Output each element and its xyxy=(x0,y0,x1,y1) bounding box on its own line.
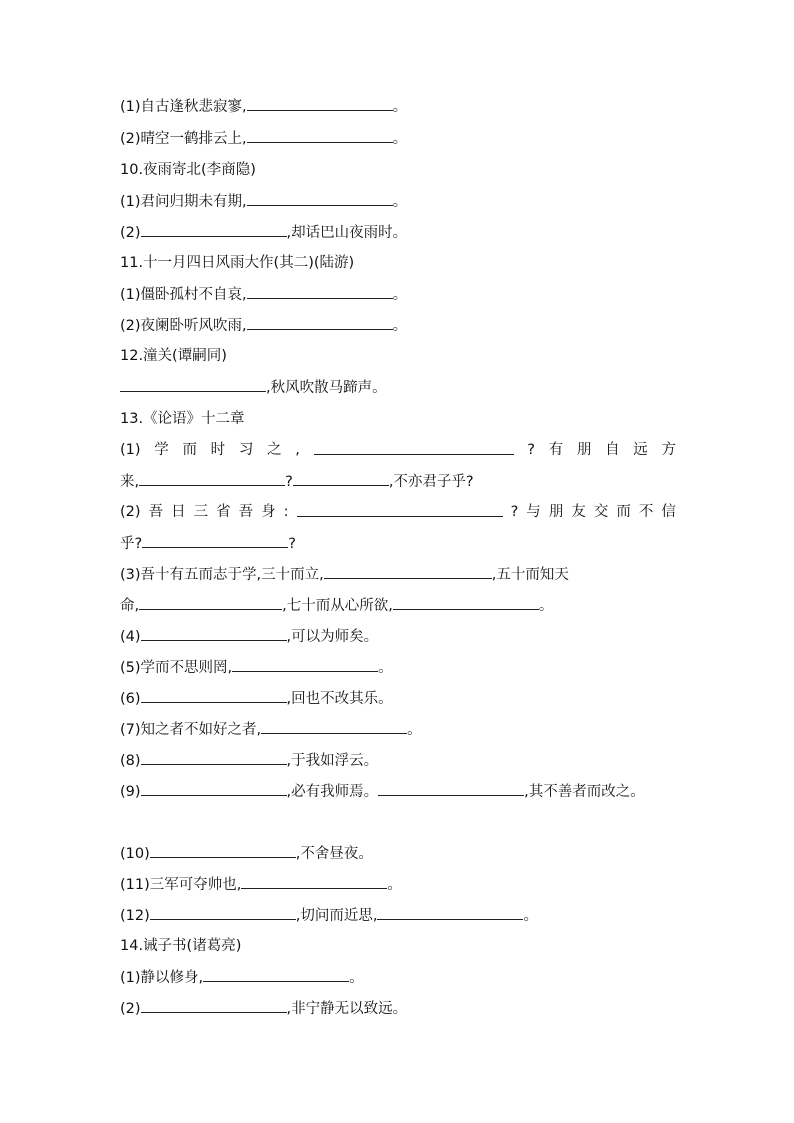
answer-blank[interactable] xyxy=(241,874,387,889)
prompt-char: (1) xyxy=(120,442,141,458)
question-line xyxy=(120,657,393,677)
prompt-text: 。 xyxy=(392,318,408,334)
prompt-text: (5)学而不思则罔, xyxy=(120,660,233,676)
answer-blank[interactable] xyxy=(247,96,393,111)
prompt-char: 不 xyxy=(638,504,654,520)
answer-blank[interactable] xyxy=(141,781,287,796)
section-heading: 11.十一月四日风雨大作(其二)(陆游) xyxy=(120,255,355,271)
question-line xyxy=(120,905,538,925)
answer-blank[interactable] xyxy=(139,595,282,610)
prompt-char: (2) xyxy=(120,504,141,520)
prompt-text: ,于我如浮云。 xyxy=(286,753,379,769)
prompt-char: 与 xyxy=(526,504,541,520)
prompt-char: ? xyxy=(510,504,519,520)
prompt-text: (2) xyxy=(120,1001,141,1017)
answer-blank[interactable] xyxy=(324,564,492,579)
answer-blank[interactable] xyxy=(150,843,296,858)
prompt-text: (2)夜阑卧听风吹雨, xyxy=(120,318,247,334)
prompt-char: 朋 xyxy=(548,504,564,520)
question-line xyxy=(120,377,387,397)
prompt-char: 时 xyxy=(210,442,226,458)
prompt-text: (8) xyxy=(120,753,141,769)
prompt-text: ? xyxy=(288,536,296,552)
answer-blank[interactable] xyxy=(293,471,389,486)
answer-blank[interactable] xyxy=(150,905,296,920)
prompt-char: 远 xyxy=(633,442,648,458)
answer-blank[interactable] xyxy=(232,657,378,672)
prompt-text: (1)自古逢秋悲寂寥, xyxy=(120,99,247,115)
prompt-char: 而 xyxy=(616,504,631,520)
prompt-text: 。 xyxy=(349,970,364,986)
question-line xyxy=(120,284,407,304)
section-heading: 14.诫子书(诸葛亮) xyxy=(120,938,242,954)
prompt-text: ,五十而知天 xyxy=(491,567,569,583)
prompt-char: 习 xyxy=(238,442,254,458)
question-line xyxy=(120,471,474,491)
answer-blank[interactable] xyxy=(203,967,349,982)
prompt-text: 来, xyxy=(120,474,140,490)
prompt-text: (3)吾十有五而志于学,三十而立, xyxy=(120,567,324,583)
answer-blank[interactable] xyxy=(247,128,393,143)
prompt-char: 信 xyxy=(661,504,676,520)
question-line xyxy=(120,719,422,739)
prompt-char: 日 xyxy=(171,504,186,520)
prompt-text: 。 xyxy=(392,99,408,115)
prompt-text: ,七十而从心所欲, xyxy=(282,598,393,614)
question-line xyxy=(120,750,378,770)
question-line xyxy=(120,874,402,894)
answer-blank[interactable] xyxy=(297,502,503,517)
prompt-char: 朋 xyxy=(576,442,592,458)
prompt-text: (2)晴空一鹤排云上, xyxy=(120,131,247,147)
prompt-char: 身 xyxy=(261,504,276,520)
question-line xyxy=(120,843,373,863)
prompt-char: 而 xyxy=(182,442,197,458)
prompt-text: (1)僵卧孤村不自哀, xyxy=(120,287,247,303)
prompt-text: (12) xyxy=(120,908,150,924)
answer-blank[interactable] xyxy=(314,440,514,455)
prompt-text: (6) xyxy=(120,691,141,707)
prompt-text: ,可以为师矣。 xyxy=(286,629,379,645)
prompt-char: 友 xyxy=(571,504,586,520)
prompt-text: 。 xyxy=(407,722,422,738)
prompt-text: 。 xyxy=(523,908,538,924)
question-line xyxy=(120,564,569,584)
answer-blank[interactable] xyxy=(247,315,393,330)
prompt-text: 乎? xyxy=(120,536,143,552)
question-line xyxy=(120,96,407,116)
question-line xyxy=(120,440,676,460)
question-line xyxy=(120,222,407,242)
prompt-text: ,不亦君子乎? xyxy=(388,474,474,490)
answer-blank[interactable] xyxy=(120,377,266,392)
prompt-text: 。 xyxy=(392,194,408,210)
section-heading: 12.潼关(谭嗣同) xyxy=(120,348,227,364)
prompt-text: ,秋风吹散马蹄声。 xyxy=(266,380,387,396)
prompt-char: 学 xyxy=(154,442,169,458)
prompt-text: ? xyxy=(285,474,293,490)
prompt-text: (9) xyxy=(120,784,141,800)
prompt-text: 。 xyxy=(387,877,402,893)
prompt-text: 。 xyxy=(392,131,408,147)
answer-blank[interactable] xyxy=(247,284,393,299)
prompt-char: : xyxy=(283,504,289,520)
prompt-text: (1)静以修身, xyxy=(120,970,204,986)
prompt-text: ,非宁静无以致远。 xyxy=(286,1001,408,1017)
question-line xyxy=(120,626,378,646)
prompt-text: 。 xyxy=(378,660,393,676)
question-line xyxy=(120,688,393,708)
prompt-text: (10) xyxy=(120,846,150,862)
prompt-text: (4) xyxy=(120,629,141,645)
answer-blank[interactable] xyxy=(377,905,523,920)
prompt-text: 。 xyxy=(392,287,408,303)
answer-blank[interactable] xyxy=(141,688,287,703)
question-line xyxy=(120,967,364,987)
answer-blank[interactable] xyxy=(393,595,539,610)
section-heading: 13.《论语》十二章 xyxy=(120,411,245,427)
prompt-text: (11)三军可夺帅也, xyxy=(120,877,242,893)
prompt-text: 。 xyxy=(538,598,554,614)
question-line xyxy=(120,533,296,553)
prompt-text: ,切问而近思, xyxy=(295,908,378,924)
answer-blank[interactable] xyxy=(261,719,407,734)
prompt-char: ? xyxy=(527,442,535,458)
section-heading: 10.夜雨寄北(李商隐) xyxy=(120,162,256,178)
prompt-char: 有 xyxy=(548,442,564,458)
prompt-char: , xyxy=(295,442,300,458)
prompt-text: (1)君问归期未有期, xyxy=(120,194,247,210)
answer-blank[interactable] xyxy=(141,750,287,765)
answer-blank[interactable] xyxy=(247,191,393,206)
question-line xyxy=(120,315,407,335)
answer-blank[interactable] xyxy=(142,533,288,548)
prompt-text: ,不舍昼夜。 xyxy=(295,846,373,862)
prompt-text: (2) xyxy=(120,225,141,241)
prompt-char: 自 xyxy=(605,442,620,458)
prompt-text: ,却话巴山夜雨时。 xyxy=(286,225,408,241)
prompt-text: (7)知之者不如好之者, xyxy=(120,722,262,738)
answer-blank[interactable] xyxy=(139,471,285,486)
question-line xyxy=(120,502,676,522)
prompt-char: 省 xyxy=(216,504,231,520)
prompt-char: 交 xyxy=(593,504,609,520)
prompt-text: 命, xyxy=(120,598,140,614)
question-line xyxy=(120,595,553,615)
prompt-char: 吾 xyxy=(238,504,254,520)
prompt-text: ,回也不改其乐。 xyxy=(286,691,393,707)
prompt-text: ,其不善者而改之。 xyxy=(524,784,645,800)
prompt-char: 之 xyxy=(267,442,282,458)
prompt-char: 吾 xyxy=(148,504,164,520)
answer-blank[interactable] xyxy=(378,781,524,796)
prompt-text: ,必有我师焉。 xyxy=(286,784,379,800)
question-line xyxy=(120,998,407,1018)
question-line xyxy=(120,781,645,801)
question-line xyxy=(120,191,407,211)
prompt-char: 方 xyxy=(661,442,676,458)
answer-blank[interactable] xyxy=(141,998,287,1013)
question-line xyxy=(120,128,407,148)
answer-blank[interactable] xyxy=(141,626,287,641)
answer-blank[interactable] xyxy=(141,222,287,237)
prompt-char: 三 xyxy=(193,504,209,520)
